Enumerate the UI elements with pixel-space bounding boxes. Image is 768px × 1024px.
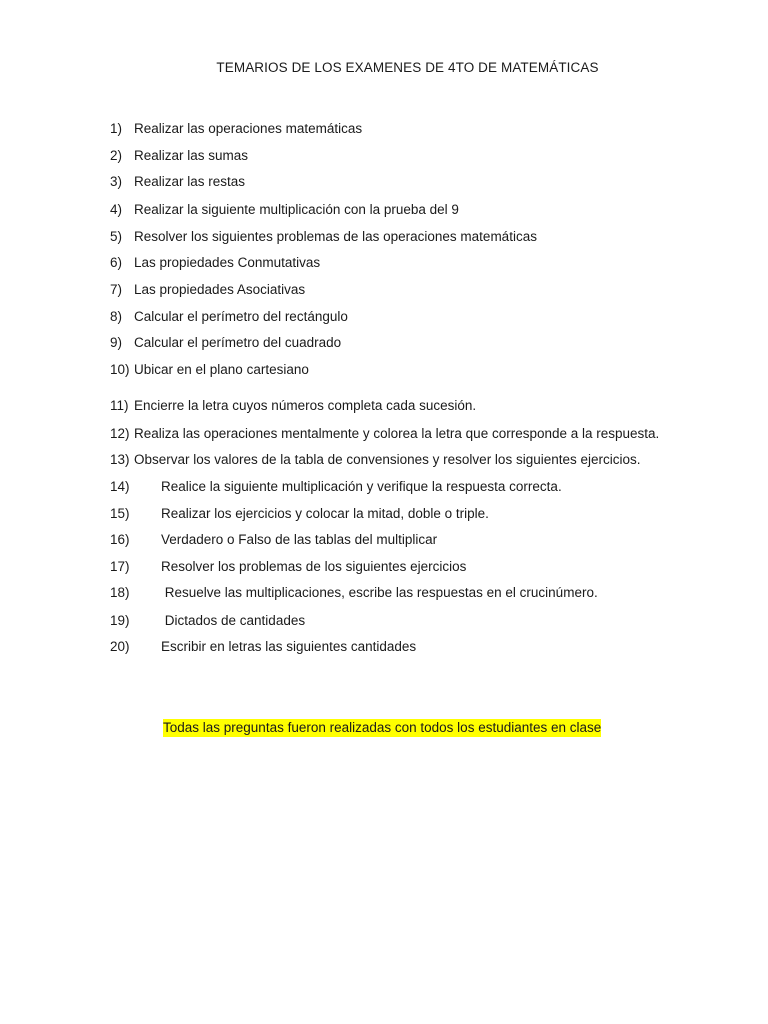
item-text: Resuelve las multiplicaciones, escribe las respuestas en el crucinúmero. xyxy=(161,585,598,600)
list-item xyxy=(110,531,437,549)
item-text: Calcular el perímetro del rectángulo xyxy=(134,309,348,324)
item-text: Realizar los ejercicios y colocar la mitad, doble o triple. xyxy=(161,506,489,521)
item-text: Las propiedades Asociativas xyxy=(134,282,306,297)
list-item xyxy=(110,478,562,496)
item-number: 17) xyxy=(110,559,130,574)
list-item xyxy=(110,425,659,443)
list-item xyxy=(110,584,598,602)
list-item xyxy=(110,397,476,415)
item-number: 5) xyxy=(110,229,123,244)
item-text: Realizar las operaciones matemáticas xyxy=(134,121,363,136)
list-item xyxy=(110,147,248,165)
item-number: 20) xyxy=(110,639,130,654)
item-number: 14) xyxy=(110,479,130,494)
item-number: 3) xyxy=(110,174,123,189)
item-text: Dictados de cantidades xyxy=(161,613,306,628)
item-number: 7) xyxy=(110,282,123,297)
item-number: 6) xyxy=(110,255,123,270)
item-text: Resolver los siguientes problemas de las operaciones matemáticas xyxy=(134,229,537,244)
list-item xyxy=(110,334,341,352)
highlighted-note: Todas las preguntas fueron realizadas con todos los estudiantes en clase xyxy=(163,720,602,735)
list-item xyxy=(110,558,466,576)
item-text: Realiza las operaciones mentalmente y colorea la letra que corresponde a la respuesta. xyxy=(134,426,660,441)
list-item xyxy=(110,173,245,191)
item-text: Realizar las sumas xyxy=(134,148,249,163)
list-item xyxy=(110,612,305,630)
document-title: TEMARIOS DE LOS EXAMENES DE 4TO DE MATEMÁTICAS xyxy=(216,60,599,75)
item-number: 4) xyxy=(110,202,123,217)
item-text: Resolver los problemas de los siguientes ejercicios xyxy=(161,559,467,574)
item-text: Escribir en letras las siguientes cantidades xyxy=(161,639,417,654)
item-text: Encierre la letra cuyos números completa cada sucesión. xyxy=(134,398,477,413)
list-item xyxy=(110,451,641,469)
item-number: 19) xyxy=(110,613,130,628)
item-number: 15) xyxy=(110,506,130,521)
list-item xyxy=(110,308,348,326)
list-item xyxy=(110,505,489,523)
item-number: 16) xyxy=(110,532,130,547)
item-text: Realizar la siguiente multiplicación con la prueba del 9 xyxy=(134,202,459,217)
item-number: 10) xyxy=(110,362,130,377)
item-number: 12) xyxy=(110,426,130,441)
item-text: Observar los valores de la tabla de convensiones y resolver los siguientes ejercicios. xyxy=(134,452,641,467)
item-text: Las propiedades Conmutativas xyxy=(134,255,321,270)
item-text: Ubicar en el plano cartesiano xyxy=(134,362,309,377)
item-number: 13) xyxy=(110,452,130,467)
list-item xyxy=(110,361,309,379)
item-number: 9) xyxy=(110,335,123,350)
item-number: 11) xyxy=(110,398,129,413)
item-text: Verdadero o Falso de las tablas del multiplicar xyxy=(161,532,438,547)
item-number: 18) xyxy=(110,585,130,600)
list-item xyxy=(110,638,416,656)
item-number: 1) xyxy=(110,121,123,136)
item-number: 8) xyxy=(110,309,123,324)
item-text: Realizar las restas xyxy=(134,174,246,189)
item-text: Calcular el perímetro del cuadrado xyxy=(134,335,342,350)
list-item xyxy=(110,120,362,138)
list-item xyxy=(110,281,305,299)
item-text: Realice la siguiente multiplicación y verifique la respuesta correcta. xyxy=(161,479,562,494)
list-item xyxy=(110,201,459,219)
list-item xyxy=(110,254,320,272)
item-number: 2) xyxy=(110,148,123,163)
list-item xyxy=(110,228,537,246)
